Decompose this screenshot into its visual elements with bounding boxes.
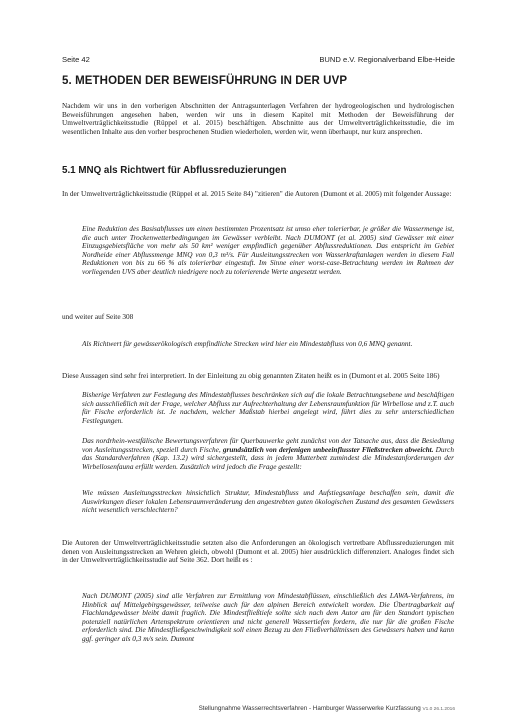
- quote-6: Nach DUMONT (2005) sind alle Verfahren zur Ermittlung von Mindestabflüssen, einschließlich des LAWA-Verfahrens, im Hinblick auf Mittelgebirgsgewässer, teilweise auch für den alpinen Bereich entwickelt worden. Die Übertragbarkeit auf Flachlandgewässer bleibt damit fraglich. Die Mindestfließtiefe sollte sich nach dem Autor am für den Standort typischen potenziell natürlichen Artenspektrum orientieren und nicht generell Wassertiefen fordern, die nur für die großen Fische erforderlich sind. Die Mindestfließgeschwindigkeit soll einen Bezug zu den Fließverhältnissen des Gewässers haben und kann ggf. geringer als 0,3 m/s sein. Dumont: [82, 591, 454, 643]
- header-organization: BUND e.V. Regionalverband Elbe-Heide: [319, 55, 455, 64]
- page-footer: [199, 705, 455, 712]
- quote-4-text-start: Das nordrhein-westfälische Bewertungsverfahren für Querbauwerke geht zunächst von der Tatsache aus, dass die Besiedlung von Ausleitungsstrecken, speziell durch Fische,: [82, 436, 454, 454]
- quote-1: Eine Reduktion des Basisabflusses um einen bestimmten Prozentsatz ist umso eher tolerierbar, je größer die Wassermenge ist, die auch unter Trockenwetterbedingungen im Gewässer verbleibt. Nach DUMONT (et al. 2005) sind Gewässer mit einer Einzugsgebietsfläche von mehr als 50 km² weniger empfindlich gegenüber Abflussreduktionen. Das entspricht im Gebiet Nordheide einer Abflussmenge MNQ von 0,3 m³/s. Für Ausleitungsstrecken von Wasserkraftanlagen werden in diesem Fall Reduktionen von bis zu 66 % als tolerierbar eingestuft. Im Sinne einer worst-case-Betrachtung werden im Rahmen der vorliegenden UVS aber deutlich niedrigere noch zu tolerierende Werte angesetzt werden.: [82, 224, 454, 276]
- footer-version: V1.0 26.1.2016: [422, 707, 455, 712]
- body-paragraph-4: Die Autoren der Umweltverträglichkeitsstudie setzten also die Anforderungen an ökologisch vertretbare Abflussreduzierungen mit denen von Ausleitungsstrecken an Wehren gleich, obwohl (Dumont et al. 2005) hier ausdrücklich differenziert. Analoges findet sich in der Umweltverträglichkeitsstudie auf Seite 362. Dort heißt es :: [62, 538, 454, 565]
- footer-text: Stellungnahme Wasserrechtsverfahren - Hamburger Wasserwerke Kurzfassung: [198, 705, 421, 712]
- page-number: Seite 42: [62, 55, 90, 64]
- subsection-title: 5.1 MNQ als Richtwert für Abflussreduzierungen: [62, 165, 287, 176]
- quote-2: Als Richtwert für gewässerökologisch empfindliche Strecken wird hier ein Mindestabfluss von 0,6 MNQ genannt.: [82, 339, 413, 348]
- body-paragraph-1: In der Umweltverträglichkeitsstudie (Rüppel et al. 2015 Seite 84) "zitieren" die Autoren (Dumont et al. 2005) mit folgender Aussage:: [62, 189, 452, 198]
- body-paragraph-2: und weiter auf Seite 308: [62, 312, 134, 321]
- quote-3: Bisherige Verfahren zur Festlegung des Mindestabflusses beschränken sich auf die lokale Betrachtungsebene und beschäftigen sich ausschließlich mit der Frage, welcher Abfluss zur Aufrechterhaltung der Lebensraumfunktion für Wirbellose und z.T. auch für Fische erforderlich ist. Je nachdem, welcher Maßstab hierbei angelegt wird, führt dies zu sehr unterschiedlichen Festlegungen.: [82, 390, 454, 425]
- quote-4: [82, 437, 454, 471]
- body-paragraph-3: Diese Aussagen sind sehr frei interpretiert. In der Einleitung zu obig genannten Zitaten heißt es in (Dumont et al. 2005 Seite 186): [62, 371, 440, 380]
- quote-5: Wie müssen Ausleitungsstrecken hinsichtlich Struktur, Mindestabfluss und Aufstiegsanlage beschaffen sein, damit die Auswirkungen dieser lokalen Lebensraumveränderung den angestrebten guten ökologischen Zustand des gesamten Gewässers nicht wesentlich verschlechtern?: [82, 488, 454, 515]
- section-title: 5. METHODEN DER BEWEISFÜHRUNG IN DER UVP: [62, 75, 348, 87]
- intro-paragraph: Nachdem wir uns in den vorherigen Abschnitten der Antragsunterlagen Verfahren der hydrogeologischen und hydrologischen Beweisführungen angesehen haben, werden wir uns in diesem Kapitel mit Methoden der Beweisführung der Umweltverträglichkeitsstudie (Rüppel et al. 2015) beschäftigen. Abschnitte aus der Umweltverträglichkeitsstudie, die im wesentlichen Inhalte aus den vorher besprochenen Studien wiederholen, werden wir, wenn überhaupt, nur kurz ansprechen.: [62, 101, 454, 136]
- quote-4-text-end: Durch das Standardverfahren (Kap. 13.2) wird sichergestellt, dass in jedem Mutterbett zumindest die Mindestanforderungen der Wirbellosenfauna erfüllt werden. Zusätzlich wird jedoch die Frage gestellt:: [82, 444, 454, 471]
- quote-4-bold-text: grundsätzlich von derjenigen unbeeinflusster Fließstrecken abweicht.: [222, 444, 434, 454]
